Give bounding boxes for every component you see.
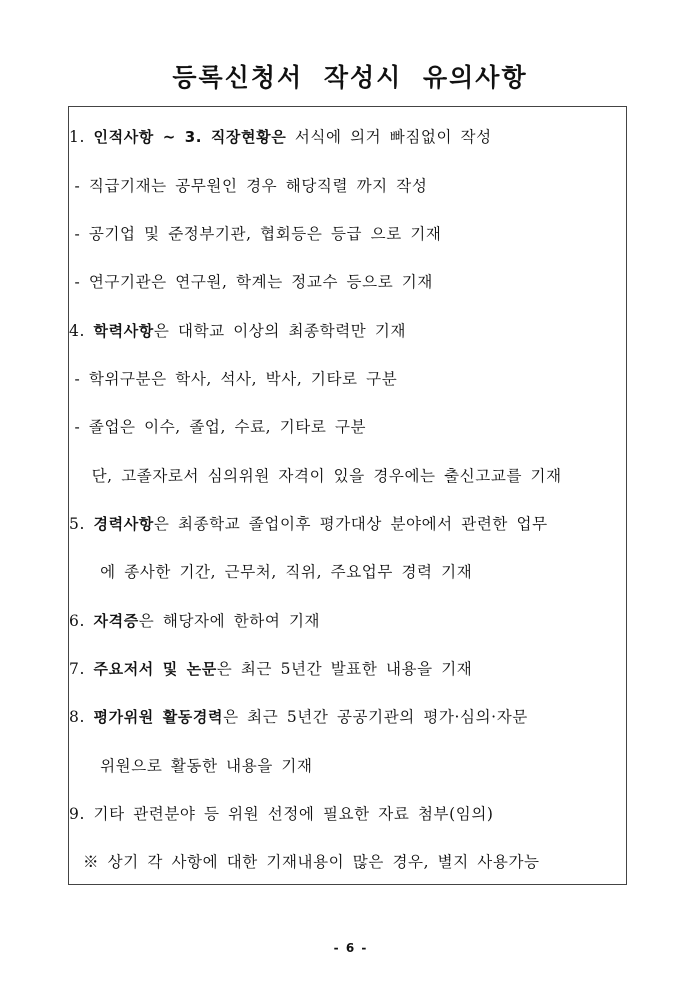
notice-box	[68, 106, 627, 885]
item-number: 1.	[69, 128, 94, 146]
item-text: 은 대학교 이상의 최종학력만 기재	[153, 322, 407, 340]
notice-line-2	[69, 174, 427, 196]
item-number: 9.	[69, 805, 94, 823]
notice-line-8	[69, 464, 562, 486]
item-heading: 인적사항 ~ 3. 직장현황은	[93, 128, 287, 146]
notice-line-7	[69, 415, 366, 437]
notice-line-9	[69, 512, 548, 534]
notice-line-1	[69, 125, 492, 147]
notice-line-14	[69, 754, 313, 776]
notice-line-13	[69, 705, 528, 727]
item-number: 6.	[69, 612, 94, 630]
item-number: 7.	[69, 660, 94, 678]
notice-line-12	[69, 657, 472, 679]
notice-line-16	[69, 850, 540, 872]
item-heading: 학력사항	[93, 322, 154, 340]
item-text: 은 최근 5년간 발표한 내용을 기재	[216, 660, 473, 678]
item-heading: 주요저서 및 논문	[93, 660, 217, 678]
item-text: - 연구기관은 연구원, 학계는 정교수 등으로 기재	[69, 273, 433, 291]
item-text: 위원으로 활동한 내용을 기재	[69, 757, 313, 775]
item-text: 은 최근 5년간 공공기관의 평가·심의·자문	[223, 708, 528, 726]
item-heading: 경력사항	[93, 515, 154, 533]
notice-line-15	[69, 802, 494, 824]
item-text: - 직급기재는 공무원인 경우 해당직렬 까지 작성	[69, 177, 428, 195]
item-text: 단, 고졸자로서 심의위원 자격이 있을 경우에는 출신고교를 기재	[69, 467, 562, 485]
item-number: 8.	[69, 708, 94, 726]
page-title: 등록신청서 작성시 유의사항	[172, 63, 528, 92]
notice-line-11	[69, 609, 320, 631]
item-text: 은 해당자에 한하여 기재	[138, 612, 321, 630]
item-heading: 자격증	[93, 612, 139, 630]
item-text: 에 종사한 기간, 근무처, 직위, 주요업무 경력 기재	[69, 563, 473, 581]
item-text: - 공기업 및 준정부기관, 협회등은 등급 으로 기재	[69, 225, 442, 243]
item-text: - 졸업은 이수, 졸업, 수료, 기타로 구분	[69, 418, 367, 436]
item-heading: 평가위원 활동경력	[93, 708, 224, 726]
notice-line-10	[69, 560, 472, 582]
item-text: ※ 상기 각 사항에 대한 기재내용이 많은 경우, 별지 사용가능	[69, 853, 540, 871]
item-text: 서식에 의거 빠짐없이 작성	[286, 128, 492, 146]
notice-line-5	[69, 319, 406, 341]
item-text: - 학위구분은 학사, 석사, 박사, 기타로 구분	[69, 370, 398, 388]
notice-line-3	[69, 222, 441, 244]
item-text: 은 최종학교 졸업이후 평가대상 분야에서 관련한 업무	[153, 515, 548, 533]
notice-line-6	[69, 367, 397, 389]
notice-line-4	[69, 270, 433, 292]
page-number: - 6 -	[333, 941, 367, 955]
item-text: 기타 관련분야 등 위원 선정에 필요한 자료 첨부(임의)	[93, 805, 494, 823]
item-number: 4.	[69, 322, 94, 340]
item-number: 5.	[69, 515, 94, 533]
